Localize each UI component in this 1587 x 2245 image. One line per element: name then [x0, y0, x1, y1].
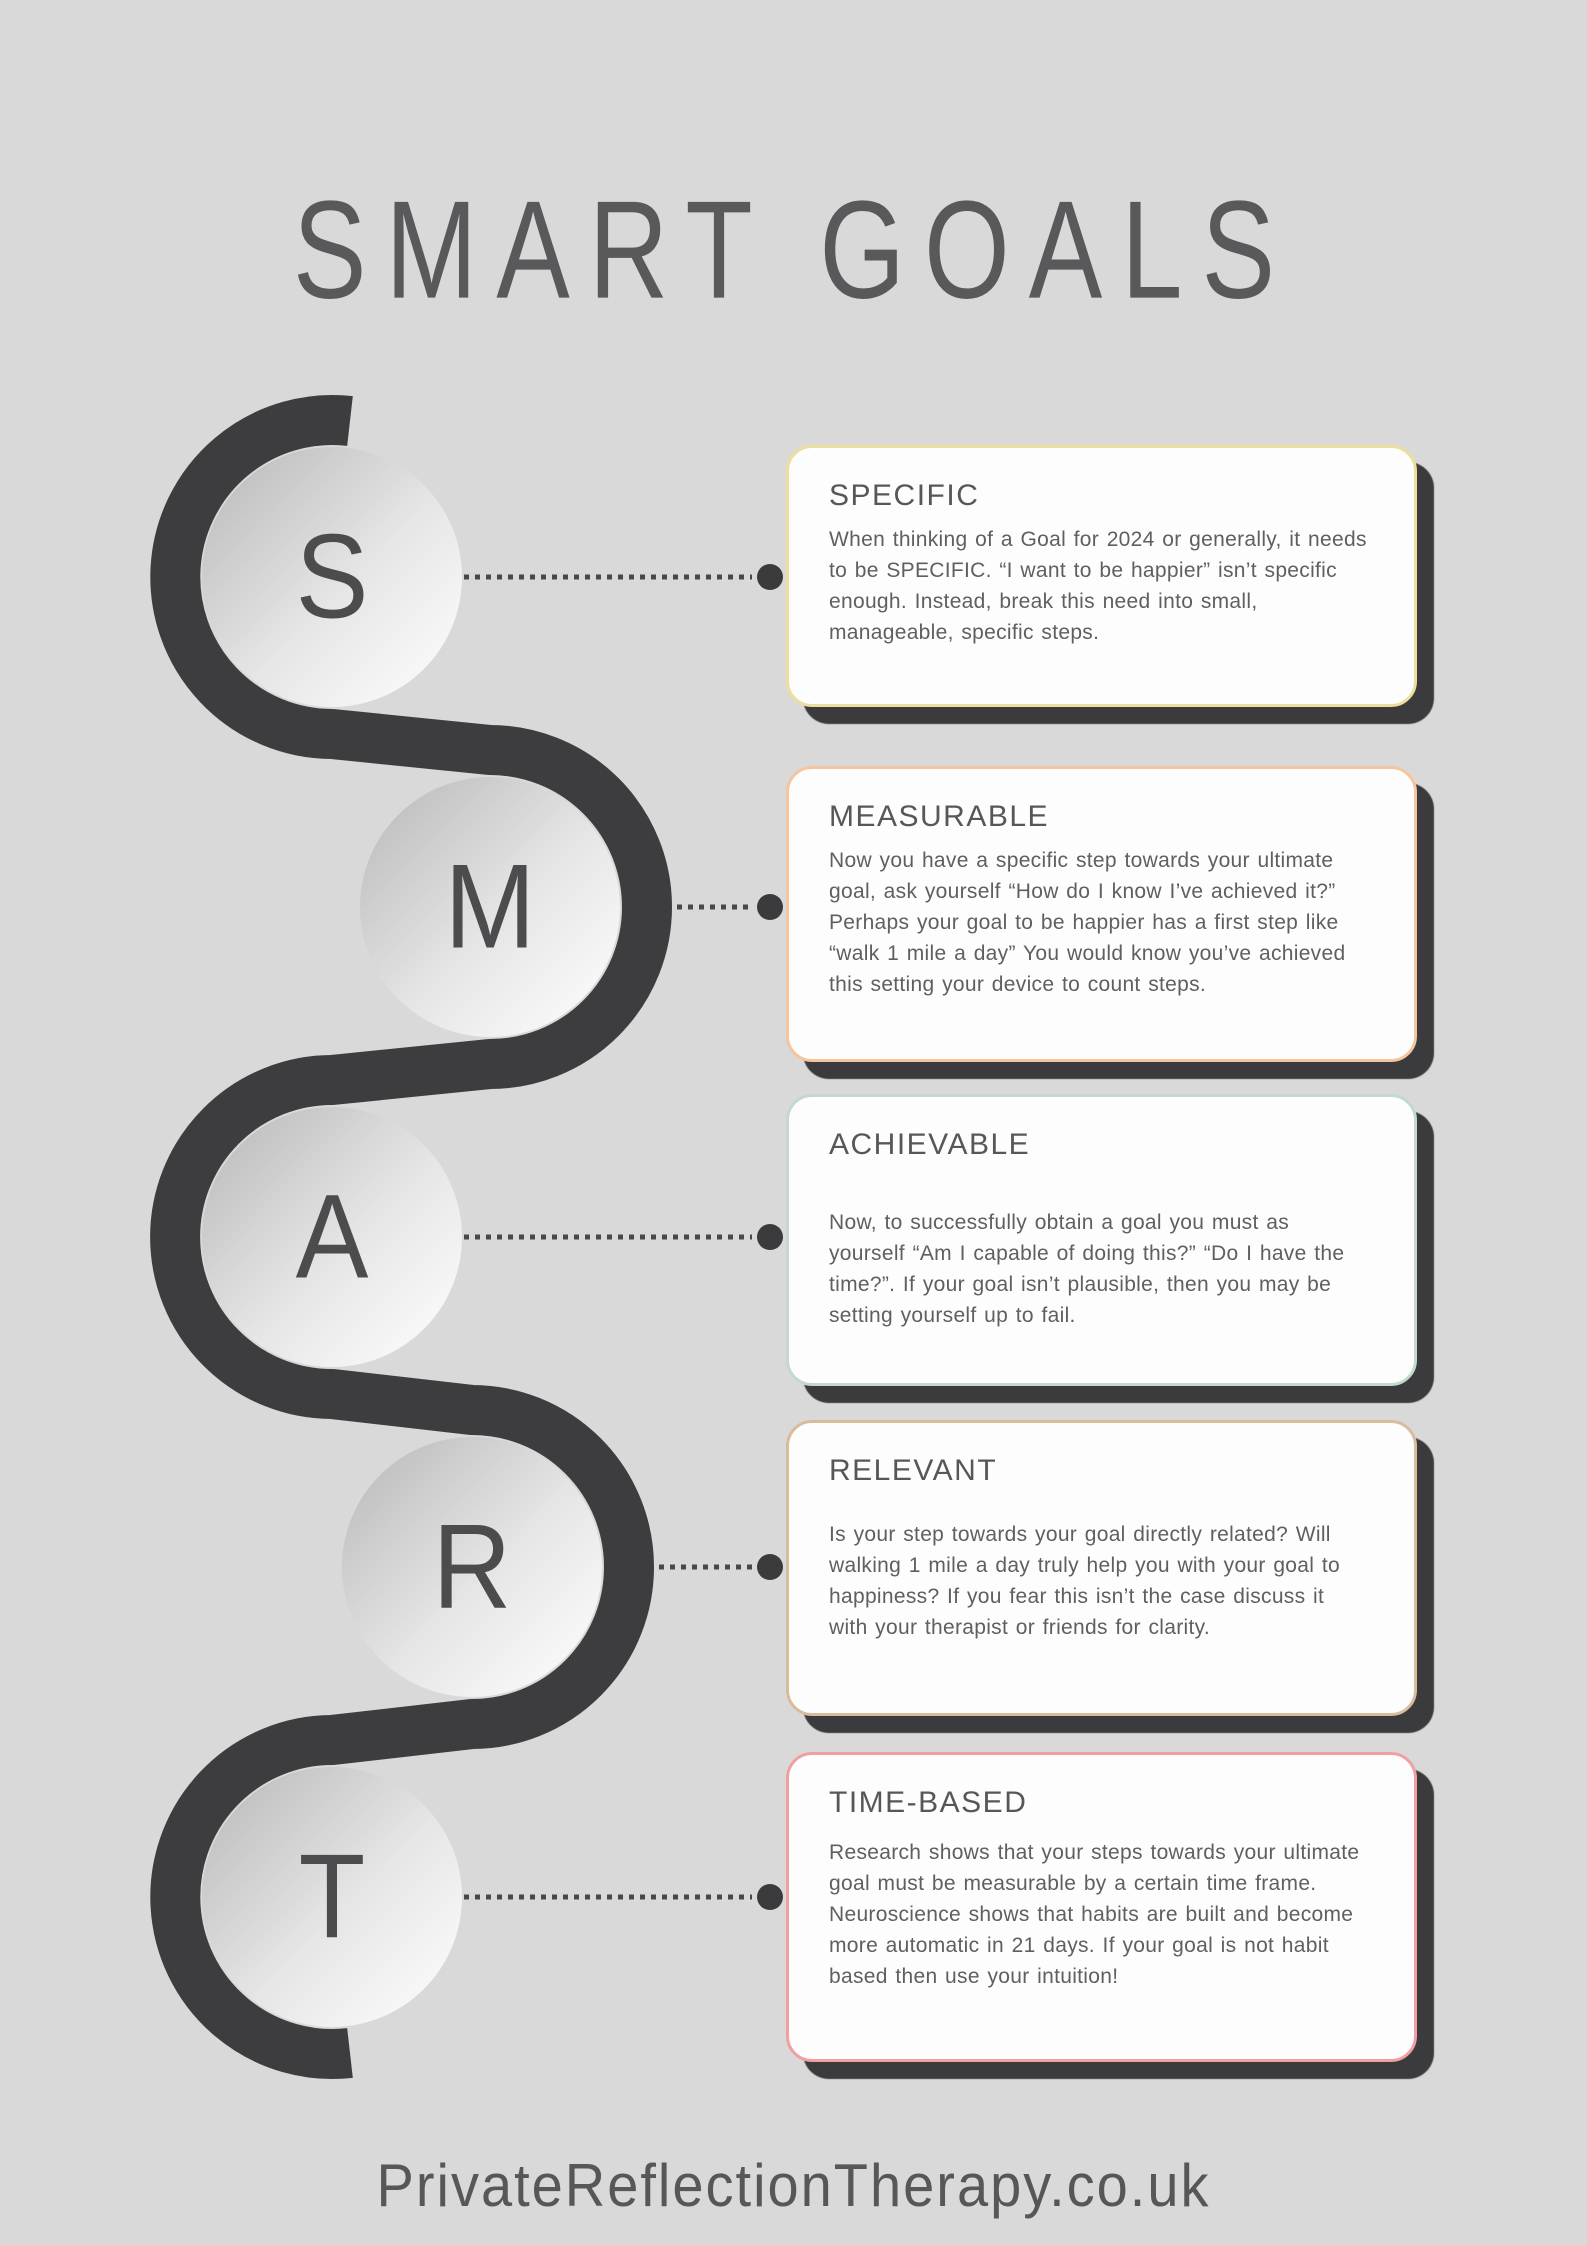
connector-dot [757, 1554, 783, 1580]
card-title: MEASURABLE [829, 800, 1050, 833]
connector-dot [757, 894, 783, 920]
card-title: SPECIFIC [829, 479, 980, 512]
card-body: Is your step towards your goal directly related? Will walking 1 mile a day truly help you with your goal to happiness? If you fear this isn’t the case discuss it with your therapist or friends for clarity. [829, 1523, 1340, 1639]
connector-dot [757, 1884, 783, 1910]
card-body: Now, to successfully obtain a goal you must as yourself “Am I capable of doing this?” “Do I have the time?”. If your goal isn’t plausible, then you may be setting yourself up to fail. [829, 1211, 1345, 1327]
card-achievable [786, 1094, 1417, 1386]
card-time-based [786, 1752, 1417, 2062]
connector-dot [757, 564, 783, 590]
connector-dot [757, 1224, 783, 1250]
page-title: SMART GOALS [292, 171, 1295, 328]
letter-s: S [295, 509, 369, 644]
card-body: Research shows that your steps towards your ultimate goal must be measurable by a certain time frame. Neuroscience shows that habits are built and become more automatic in 21 days. If your goal is not habit based then use your intuition! [829, 1841, 1360, 1988]
card-body: When thinking of a Goal for 2024 or generally, it needs to be SPECIFIC. “I want to be happier” isn’t specific enough. Instead, break this need into small, manageable, specific steps. [829, 528, 1367, 644]
card-title: ACHIEVABLE [829, 1128, 1031, 1161]
card-body: Now you have a specific step towards your ultimate goal, ask yourself “How do I know I’ve achieved it?” Perhaps your goal to be happier has a first step like “walk 1 mile a day” You would know you’ve achieved this setting your device to count steps. [829, 849, 1346, 996]
footer-url: PrivateReflectionTherapy.co.uk [376, 2151, 1211, 2220]
letter-a: A [295, 1169, 369, 1304]
card-relevant [786, 1420, 1417, 1716]
card-title: TIME-BASED [829, 1786, 1028, 1819]
letter-r: R [432, 1499, 512, 1634]
card-title: RELEVANT [829, 1454, 998, 1487]
letter-m: M [444, 839, 536, 974]
letter-t: T [298, 1829, 366, 1964]
card-specific [786, 445, 1417, 707]
card-measurable [786, 766, 1417, 1062]
